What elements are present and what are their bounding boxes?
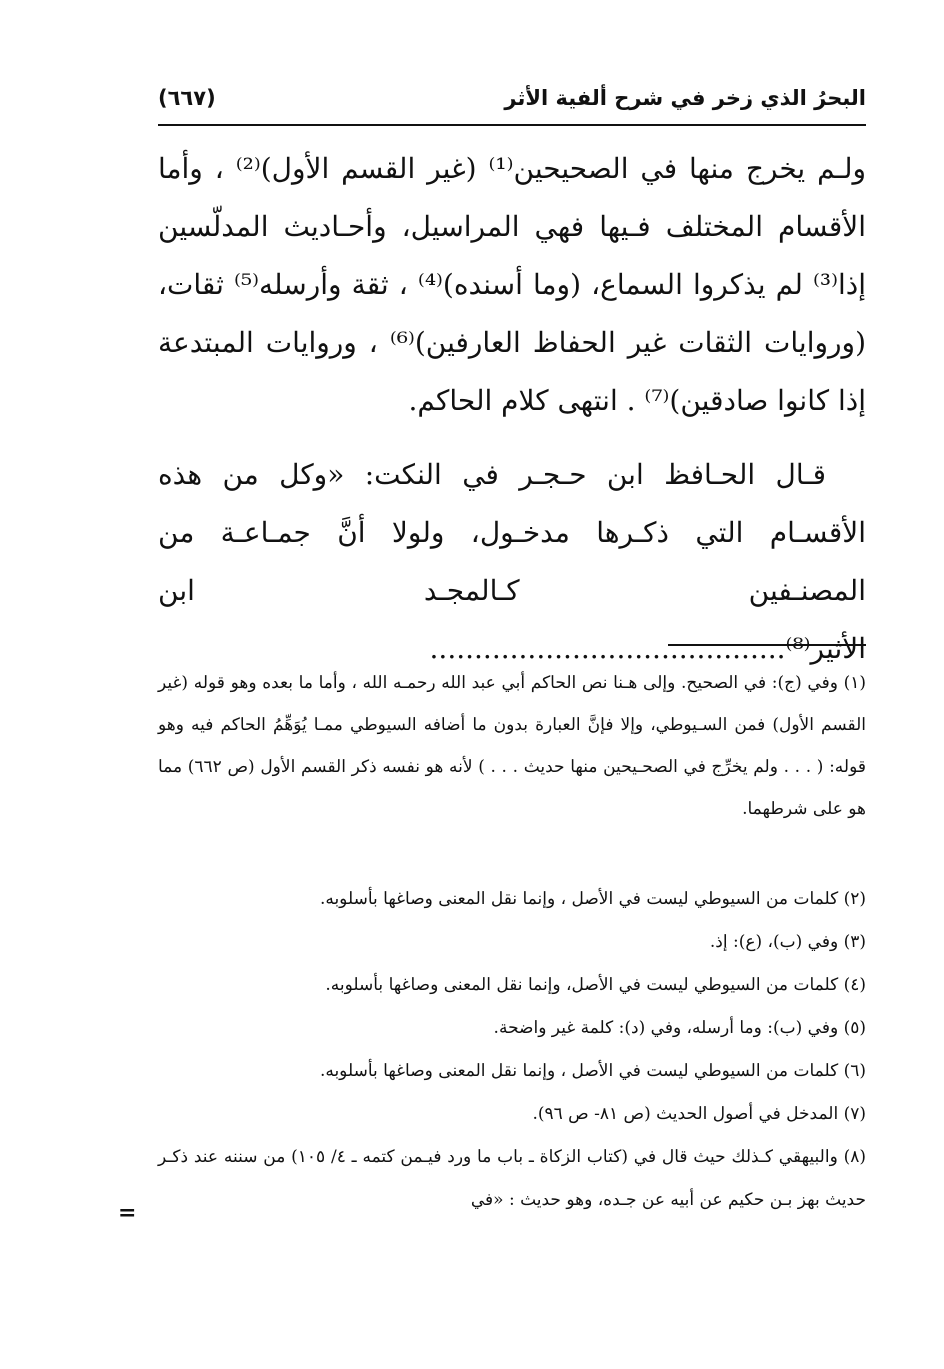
page-number: (٦٦٧) [158, 86, 216, 110]
continuation-mark: = [118, 1200, 137, 1226]
footnote-1: (١) وفي (ج): في الصحيح. وإلى هـنا نص الحاكم أبي عبد الله رحمـه الله ، وأما ما بعده وهو قوله (غير القسم الأول) فمن السـيوطي، وإلا فإنَّ العبارة بدون ما أضافه السيوطي ممـا يُوَهِّمُ الحاكم فيه وهو قوله: ( . . . ولم يخرِّج في الصحـيحين منها حديث . . . ) لأنه هو نفسه ذكر القسم الأول (ص ٦٦٢) مما هو على شرطهما. [158, 673, 867, 819]
footnote-5: (٥) وفي (ب): وما أرسله، وفي (د): كلمة غير واضحة. [493, 1018, 866, 1038]
footnote-1-block [158, 662, 866, 830]
footnote-7: (٧) المدخل في أصول الحديث (ص ٨١- ص ٩٦). [532, 1104, 866, 1124]
running-title: البحرُ الذي زخر في شرح ألفية الأثر [504, 86, 866, 110]
main-text [158, 140, 866, 678]
footnote-6: (٦) كلمات من السيوطي ليست في الأصل ، وإنما نقل المعنى وصاغها بأسلوبه. [319, 1061, 866, 1081]
paragraph-1: ولـم يخرج منها في الصحيحين⁽¹⁾ (غير القسم الأول)⁽²⁾ ، وأما الأقسام المختلف فـيها فهي المراسيل، وأحـاديث المدلّسين إذا⁽³⁾ لم يذكروا السماع، (وما أسنده)⁽⁴⁾ ، ثقة وأرسله⁽⁵⁾ ثقات، (وروايات الثقات غير الحفاظ العارفين)⁽⁶⁾ ، وروايات المبتدعة إذا كانوا صادقين)⁽⁷⁾ . انتهى كلام الحاكم. [158, 152, 867, 417]
footnote-4: (٤) كلمات من السيوطي ليست في الأصل، وإنما نقل المعنى وصاغها بأسلوبه. [325, 975, 866, 995]
page-header [158, 84, 866, 124]
paragraph-2-text: قـال الحـافظ ابن حـجـر في النكت: «وكل من هذه الأقسـام التي ذكـرها مدخـول، ولولا أنَّ جمـاعـة من المصنـفين كـالمجـد ابن الأثير⁽⁸⁾........................................ [158, 458, 866, 665]
footnotes-list [158, 878, 866, 1222]
footnote-2: (٢) كلمات من السيوطي ليست في الأصل ، وإنما نقل المعنى وصاغها بأسلوبه. [319, 889, 866, 909]
footnote-8: (٨) والبيهقي كـذلك حيث قال في (كتاب الزكاة ـ باب ما ورد فيـمن كتمه ـ ٤/ ١٠٥) من سننه عند ذكـر حديث بهز بـن حكيم عن أبيه عن جـده، وهو حديث : «في [158, 1147, 867, 1210]
footnote-3: (٣) وفي (ب)، (ع): إذ. [709, 932, 866, 952]
header-rule [158, 124, 866, 126]
footnote-separator [668, 644, 866, 646]
